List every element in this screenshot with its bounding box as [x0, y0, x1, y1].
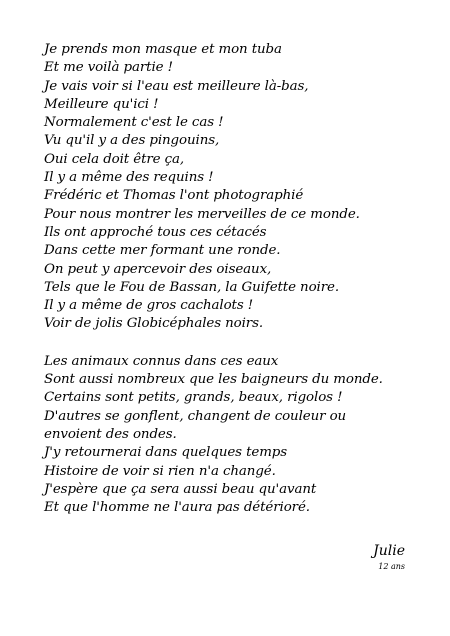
poem-line: Il y a même des requins !	[44, 170, 214, 186]
poem-line: Vu qu'il y a des pingouins,	[44, 133, 220, 149]
poem-line: Et que l'homme ne l'aura pas détérioré.	[44, 500, 310, 516]
author-age: 12 ans	[378, 562, 405, 571]
poem-line: Sont aussi nombreux que les baigneurs du monde.	[44, 372, 383, 388]
poem-line: Je prends mon masque et mon tuba	[44, 42, 282, 57]
poem-line: Oui cela doit être ça,	[44, 151, 185, 167]
poem-line: Certains sont petits, grands, beaux, rigolos !	[44, 390, 343, 406]
poem-line: Histoire de voir si rien n'a changé.	[44, 463, 276, 479]
stanza-2	[44, 353, 424, 518]
poem-line: Pour nous montrer les merveilles de ce monde.	[44, 206, 360, 222]
poem-line: Dans cette mer formant une ronde.	[44, 243, 281, 259]
poem-line: Je vais voir si l'eau est meilleure là-bas,	[44, 78, 309, 94]
poem-line: Tels que le Fou de Bassan, la Guifette noire.	[44, 279, 340, 295]
poem-line: Normalement c'est le cas !	[44, 115, 224, 131]
poem-line: On peut y apercevoir des oiseaux,	[44, 261, 272, 277]
poem-line: D'autres se gonflent, changent de couleur ou	[44, 408, 347, 424]
poem	[44, 41, 424, 517]
poem-line: J'espère que ça sera aussi beau qu'avant	[44, 481, 317, 497]
poem-line: Frédéric et Thomas l'ont photographié	[44, 188, 304, 204]
poem-line: Il y a même de gros cachalots !	[44, 298, 254, 314]
poem-line: Voir de jolis Globicéphales noirs.	[44, 316, 264, 332]
poem-line: Ils ont approché tous ces cétacés	[44, 224, 267, 240]
poem-line: Et me voilà partie !	[44, 60, 173, 76]
signature	[373, 542, 405, 573]
poem-line: J'y retournerai dans quelques temps	[44, 445, 288, 461]
poem-line: envoient des ondes.	[44, 426, 177, 442]
poem-line: Les animaux connus dans ces eaux	[44, 353, 279, 369]
stanza-divider	[44, 334, 424, 353]
stanza-1	[44, 41, 424, 334]
author-name: Julie	[373, 543, 405, 559]
poem-line: Meilleure qu'ici !	[44, 96, 159, 112]
